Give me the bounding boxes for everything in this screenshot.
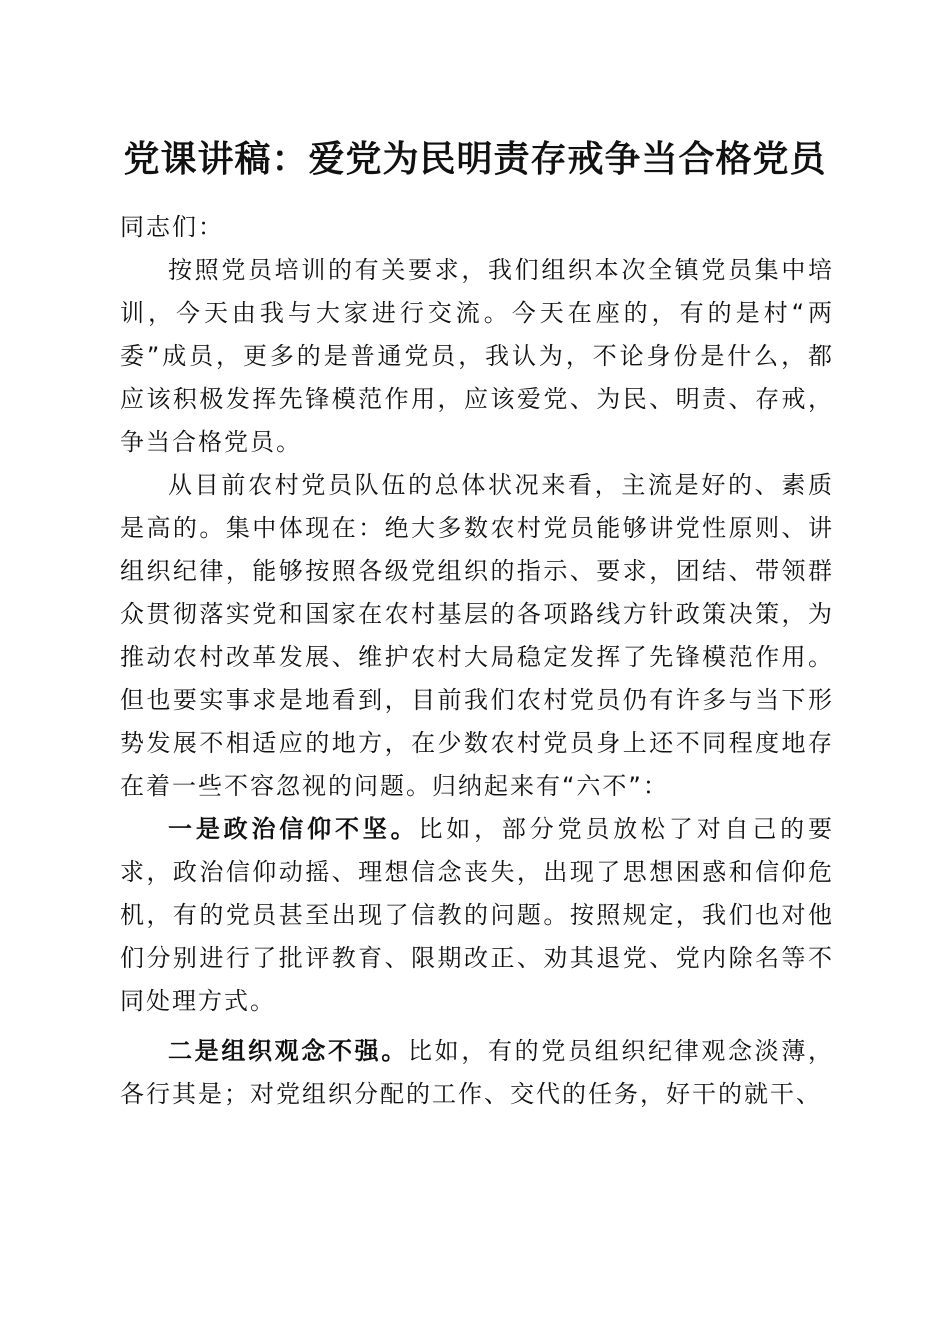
document-body <box>120 206 834 1116</box>
paragraph-text: 比如，部分党员放松了对自己的要求，政治信仰动摇、理想信念丧失，出现了思想困惑和信仰危机，有的党员甚至出现了信教的问题。按照规定，我们也对他们分别进行了批评教育、限期改正、劝其退党、党内除名等不同处理方式。 <box>120 815 835 1015</box>
paragraph-intro <box>120 249 834 464</box>
paragraph-point-2 <box>120 1030 834 1116</box>
point-heading: 一是政治信仰不坚。 <box>168 815 419 843</box>
paragraph-text: 按照党员培训的有关要求，我们组织本次全镇党员集中培训，今天由我与大家进行交流。今天在座的，有的是村“两委”成员，更多的是普通党员，我认为，不论身份是什么，都应该积极发挥先锋模范作用，应该爱党、为民、明责、存戒，争当合格党员。 <box>120 256 834 456</box>
paragraph-point-1 <box>120 808 834 1023</box>
paragraph-text: 比如，有的党员组织纪律观念淡薄，各行其是；对党组织分配的工作、交代的任务，好干的就干、 <box>120 1037 834 1108</box>
document-title: 党课讲稿：爱党为民明责存戒争当合格党员 <box>123 138 827 180</box>
point-heading: 二是组织观念不强。 <box>168 1037 408 1065</box>
salutation: 同志们： <box>120 213 224 241</box>
paragraph-overview <box>120 464 834 808</box>
paragraph-text: 从目前农村党员队伍的总体状况来看，主流是好的、素质是高的。集中体现在：绝大多数农村党员能够讲党性原则、讲组织纪律，能够按照各级党组织的指示、要求，团结、带领群众贯彻落实党和国家在农村基层的各项路线方针政策决策，为推动农村改革发展、维护农村大局稳定发挥了先锋模范作用。但也要实事求是地看到，目前我们农村党员仍有许多与当下形势发展不相适应的地方，在少数农村党员身上还不同程度地存在着一些不容忽视的问题。归纳起来有“六不”： <box>120 471 834 800</box>
